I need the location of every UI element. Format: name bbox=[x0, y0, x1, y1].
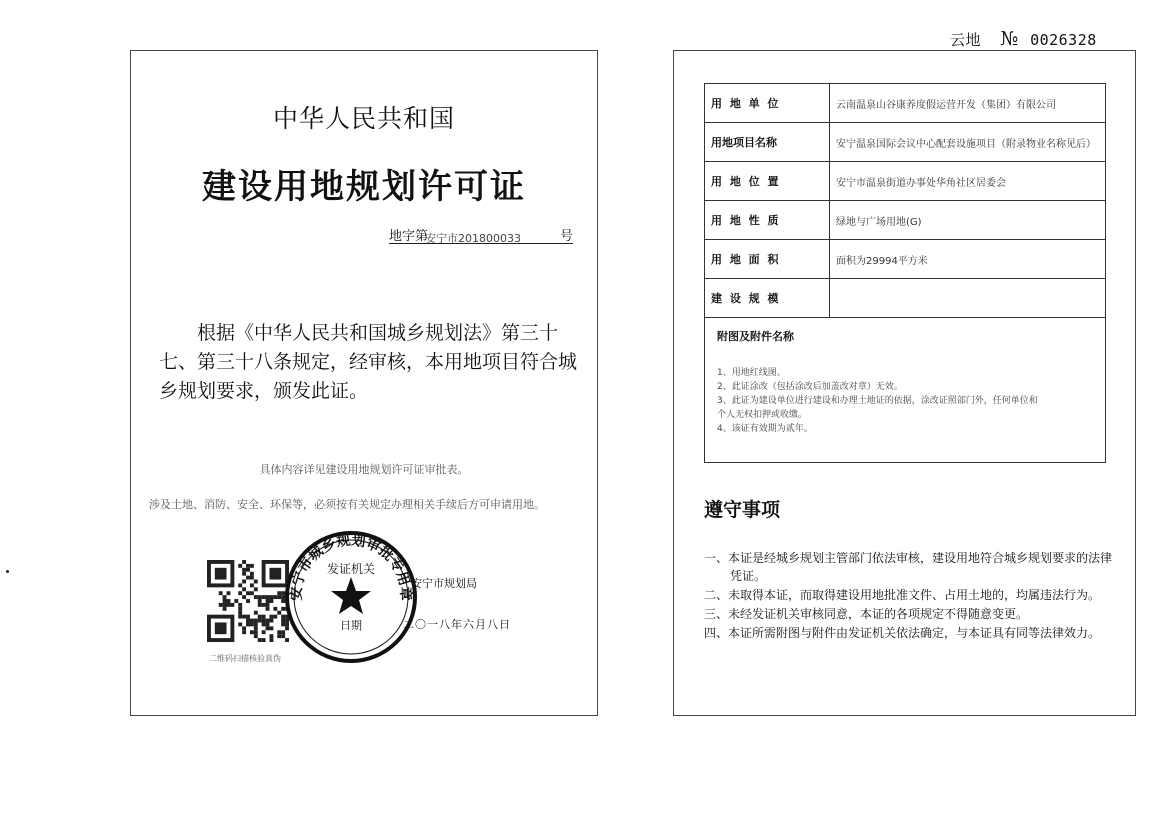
attachment-item: 个人无权扣押或收缴。 bbox=[717, 410, 808, 420]
attachment-item: 4、该证有效期为贰年。 bbox=[717, 424, 813, 434]
serial-number: 0026328 bbox=[1030, 31, 1097, 49]
row-label: 用 地 单 位 bbox=[705, 84, 830, 123]
row-value: 绿地与广场用地(G) bbox=[830, 201, 1106, 240]
row-value: 安宁市温泉街道办事处华角社区居委会 bbox=[830, 162, 1106, 201]
official-seal bbox=[283, 529, 419, 665]
star-icon bbox=[331, 577, 371, 614]
qr-caption: 二维码扫描核验真伪 bbox=[209, 654, 281, 663]
table-row bbox=[705, 201, 1106, 240]
obey-item: 二、未取得本证，而取得建设用地批准文件、占用土地的，均属违法行为。 bbox=[704, 588, 1101, 602]
doc-number-prefix: 地字第 bbox=[389, 229, 429, 244]
certificate-title: 建设用地规划许可证 bbox=[202, 167, 526, 207]
obey-section-title: 遵守事项 bbox=[704, 499, 781, 521]
row-value: 安宁温泉国际会议中心配套设施项目（附录物业名称见后） bbox=[830, 123, 1106, 162]
qr-code bbox=[207, 560, 289, 642]
attachment-item: 2、此证涂改（包括涂改后加盖改对章）无效。 bbox=[717, 382, 903, 392]
row-label: 用 地 性 质 bbox=[705, 201, 830, 240]
attachment-item: 1、用地红线图。 bbox=[717, 368, 786, 378]
attachment-item: 3、此证为建设单位进行建设和办理土地证的依据，涂改证照部门外，任何单位和 bbox=[717, 396, 1038, 406]
obey-list bbox=[704, 549, 1114, 643]
issuing-authority: 安宁市规划局 bbox=[411, 577, 477, 590]
number-symbol: № bbox=[1000, 28, 1019, 50]
table-row bbox=[705, 123, 1106, 162]
row-label: 用 地 面 积 bbox=[705, 240, 830, 279]
seal-issuer-label: 发证机关 bbox=[326, 562, 376, 576]
obey-item: 四、本证所需附图与附件由发证机关依法确定，与本证具有同等法律效力。 bbox=[704, 626, 1101, 640]
certificate-detail-page bbox=[673, 50, 1136, 716]
seal-date-label: 日期 bbox=[340, 619, 362, 632]
table-row bbox=[705, 240, 1106, 279]
attachments-title: 附图及附件名称 bbox=[717, 330, 794, 343]
row-value: 面积为29994平方米 bbox=[830, 240, 1106, 279]
table-row bbox=[705, 162, 1106, 201]
obey-item: 一、本证是经城乡规划主管部门依法审核，建设用地符合城乡规划要求的法律凭证。 bbox=[704, 551, 1113, 583]
row-label: 用地项目名称 bbox=[705, 123, 830, 162]
obey-item: 三、未经发证机关审核同意，本证的各项规定不得随意变更。 bbox=[704, 607, 1029, 621]
certificate-serial bbox=[950, 28, 1097, 50]
issue-date: 二〇一八年六月八日 bbox=[403, 618, 511, 631]
compliance-note: 涉及土地、消防、安全、环保等，必须按有关规定办理相关手续后方可申请用地。 bbox=[149, 498, 545, 511]
country-name: 中华人民共和国 bbox=[272, 104, 455, 133]
attachments-list bbox=[717, 366, 1093, 436]
scan-speck bbox=[6, 570, 9, 573]
attachments-row bbox=[705, 318, 1106, 463]
approval-note: 具体内容详见建设用地规划许可证审批表。 bbox=[259, 463, 469, 476]
certificate-front-page bbox=[130, 50, 598, 716]
serial-prefix: 云地 bbox=[950, 31, 982, 49]
table-row bbox=[705, 279, 1106, 318]
attachments-cell bbox=[705, 318, 1106, 463]
document-number-line bbox=[389, 225, 573, 244]
row-value: 云南温泉山谷康养度假运营开发（集团）有限公司 bbox=[830, 84, 1106, 123]
row-label: 建 设 规 模 bbox=[705, 279, 830, 318]
certificate-body-text: 根据《中华人民共和国城乡规划法》第三十七、第三十八条规定，经审核，本用地项目符合城乡规划要求，颁发此证。 bbox=[159, 322, 578, 402]
doc-number-suffix: 号 bbox=[559, 229, 573, 244]
seal-ring-text: 安宁市城乡规划审批专用章 bbox=[288, 532, 414, 601]
row-value bbox=[830, 279, 1106, 318]
doc-number-value: 安宁市201800033 bbox=[425, 232, 521, 245]
table-row bbox=[705, 84, 1106, 123]
row-label: 用 地 位 置 bbox=[705, 162, 830, 201]
land-info-table bbox=[704, 83, 1106, 463]
